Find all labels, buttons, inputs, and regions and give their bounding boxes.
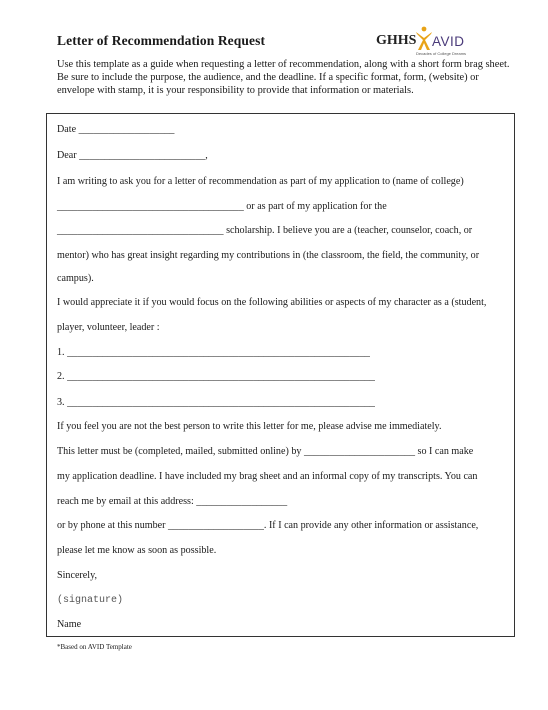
letter-line: If you feel you are not the best person to write this letter for me, please advise me immediately.	[57, 421, 442, 432]
ability-line-1: 1. ____________________________________________________________	[57, 347, 370, 358]
letter-line: reach me by email at this address: __________________	[57, 496, 288, 507]
name-line: Name	[57, 619, 82, 630]
letter-line: please let me know as soon as possible.	[57, 545, 217, 556]
letter-line: _________________________________ scholarship. I believe you are a (teacher, counselor, coach, or	[57, 225, 473, 236]
letter-line: campus).	[57, 273, 94, 284]
date-line: Date ___________________	[57, 124, 175, 135]
signature-placeholder: (signature)	[57, 595, 124, 606]
ability-line-2: 2. _____________________________________________________________	[57, 371, 375, 382]
closing-line: Sincerely,	[57, 570, 97, 581]
page-title: Letter of Recommendation Request	[57, 33, 266, 48]
logo-ghhs-text: GHHS	[376, 33, 417, 48]
letter-line: my application deadline. I have included my brag sheet and an informal copy of my transcripts. You can	[57, 471, 478, 482]
letter-line: I am writing to ask you for a letter of recommendation as part of my application to (name of college)	[57, 176, 464, 187]
ghhs-avid-logo	[376, 26, 496, 60]
logo-tagline: Decades of College Dreams	[416, 51, 467, 56]
intro-paragraph: Use this template as a guide when requesting a letter of recommendation, along with a short form brag sheet. Be sure to include the purpose, the audience, and the deadline. If a specific format, form, (website) or envelope with stamp, it is your responsibility to provide that information or materials.	[57, 59, 510, 96]
logo-avid-text: AVID	[432, 34, 465, 49]
footnote: *Based on AVID Template	[57, 643, 132, 651]
letter-line: mentor) who has great insight regarding my contributions in (the classroom, the field, the community, or	[57, 250, 480, 261]
letter-line: or by phone at this number ___________________. If I can provide any other information or assistance,	[57, 520, 479, 531]
avid-figure-icon	[415, 26, 433, 52]
letter-line: _____________________________________ or as part of my application for the	[57, 201, 387, 212]
letter-template-box	[46, 113, 515, 637]
ability-line-3: 3. _____________________________________________________________	[57, 397, 375, 408]
dear-line: Dear _________________________,	[57, 150, 208, 161]
letter-line: This letter must be (completed, mailed, submitted online) by ______________________ so I can make	[57, 446, 474, 457]
letter-line: I would appreciate it if you would focus on the following abilities or aspects of my character as a (student,	[57, 297, 487, 308]
letter-line: player, volunteer, leader :	[57, 322, 160, 333]
